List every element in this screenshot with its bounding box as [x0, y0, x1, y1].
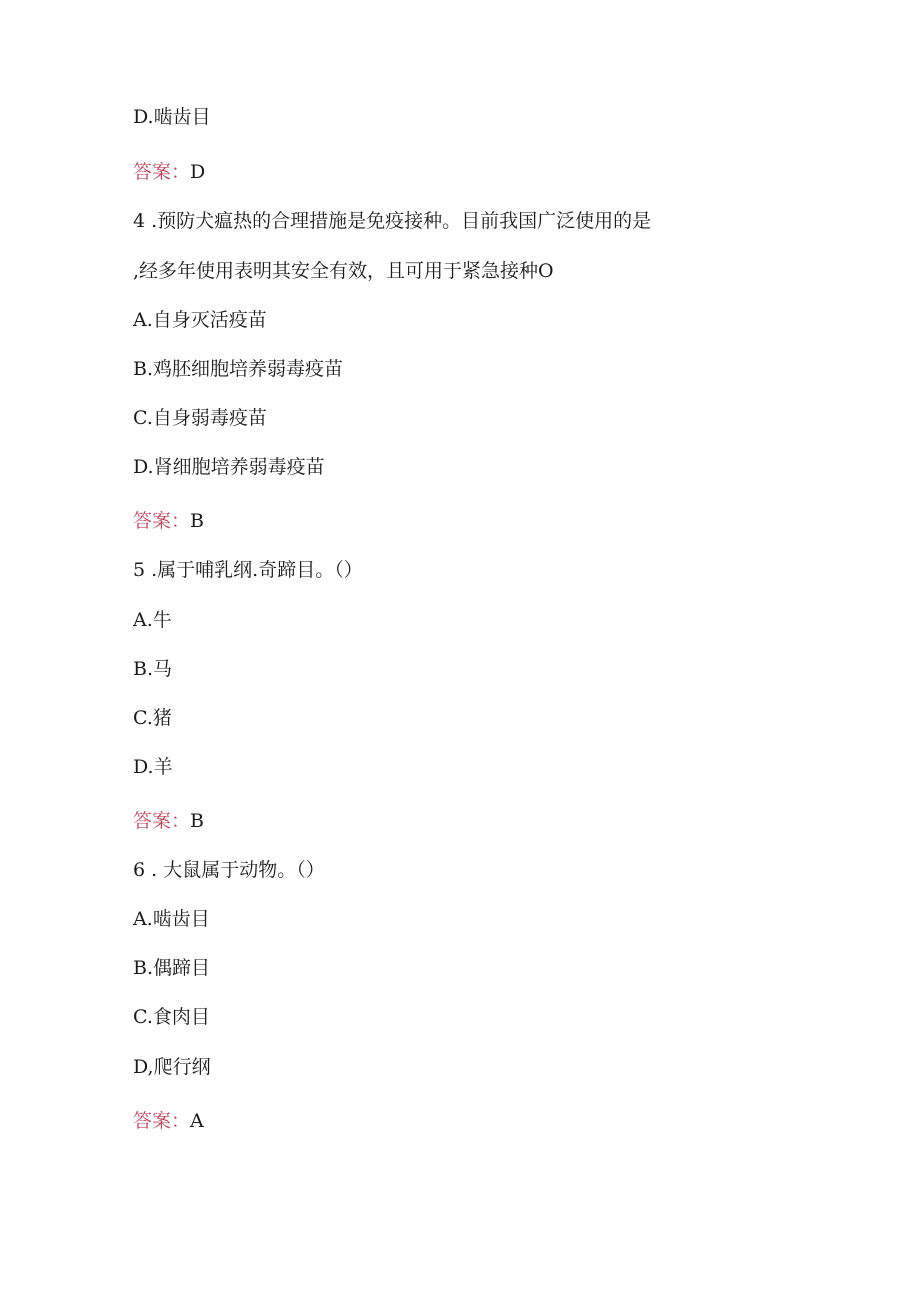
q4-option-c: C.自身弱毒疫苗 [133, 407, 267, 429]
q6-option-d: D,爬行纲 [133, 1056, 211, 1078]
answer-value: A [190, 1110, 204, 1132]
answer-value: B [190, 510, 204, 532]
answer-label: 答案： [133, 810, 191, 832]
q3-answer [133, 160, 205, 184]
q5-option-b: B.马 [133, 658, 173, 680]
answer-value: D [190, 161, 206, 183]
q5-stem: 5 .属于哺乳纲.奇蹄目。（） [133, 559, 363, 581]
answer-label: 答案： [133, 161, 191, 183]
answer-label: 答案： [133, 510, 191, 532]
q5-option-d: D.羊 [133, 756, 173, 778]
q4-option-b: B.鸡胚细胞培养弱毒疫苗 [133, 358, 344, 380]
q4-stem-line2: ,经多年使用表明其安全有效，且可用于紧急接种O [133, 260, 554, 282]
q4-option-d: D.肾细胞培养弱毒疫苗 [133, 456, 325, 478]
q5-option-c: C.猪 [133, 707, 172, 729]
q3-option-d: D.啮齿目 [133, 106, 211, 128]
q6-option-b: B.偶蹄目 [133, 957, 211, 979]
q6-option-c: C.食肉目 [133, 1006, 210, 1028]
q5-answer [133, 809, 204, 833]
q5-option-a: A.牛 [133, 609, 172, 631]
answer-label: 答案： [133, 1110, 191, 1132]
q4-option-a: A.自身灭活疫苗 [133, 309, 267, 331]
answer-value: B [190, 810, 204, 832]
q4-answer [133, 509, 204, 533]
q6-option-a: A.啮齿目 [133, 908, 210, 930]
q6-stem: 6 . 大鼠属于动物。（） [133, 859, 325, 881]
q4-stem-line1: 4 .预防犬瘟热的合理措施是免疫接种。目前我国广泛使用的是 [133, 210, 652, 232]
q6-answer [133, 1109, 204, 1133]
